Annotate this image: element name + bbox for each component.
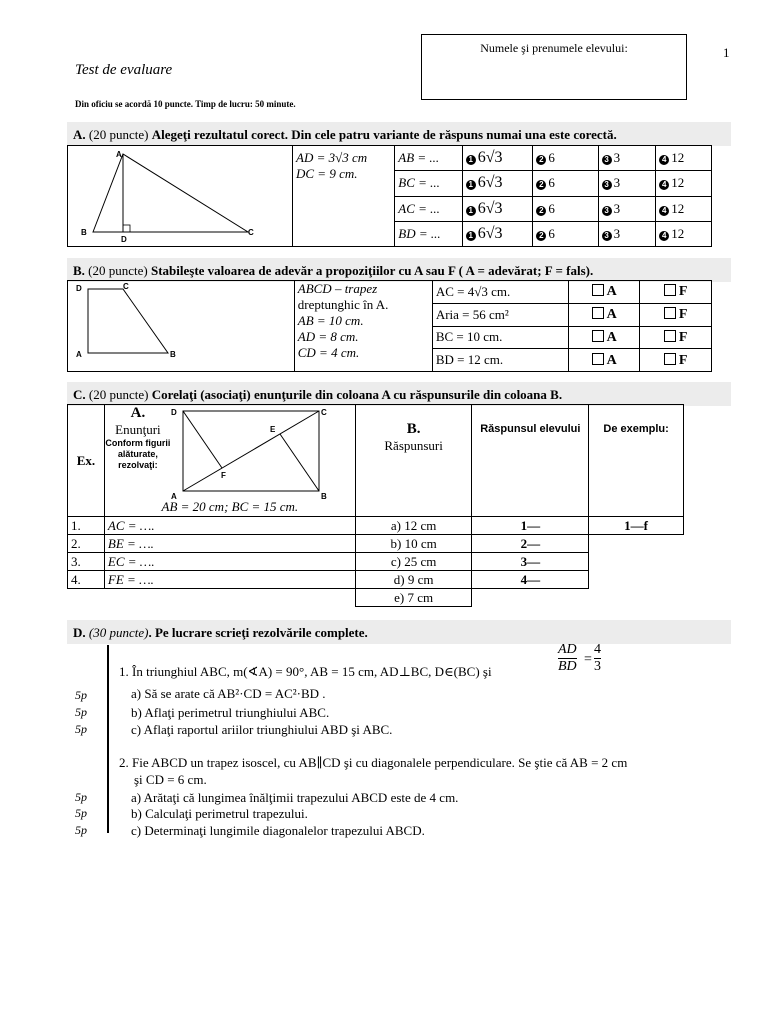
option-a4-4[interactable]: 4 12 [656, 221, 712, 246]
option-a1-2[interactable]: 2 6 [533, 146, 598, 171]
row-c3-num: 3. [68, 553, 105, 571]
exam-info: Din oficiu se acordă 10 puncte. Timp de lucru: 50 minute. [75, 99, 296, 109]
option-a4-2[interactable]: 2 6 [533, 221, 598, 246]
problem-2-intro: 2. Fie ABCD un trapez isoscel, cu AB∥CD şi cu diagonalele perpendiculare. Se ştie că AB = 2 cm [119, 755, 628, 770]
label-a: A [170, 492, 177, 501]
student-answer-2[interactable]: 2— [472, 535, 589, 553]
p2b-text: b) Calculaţi perimetrul trapezului. [131, 806, 308, 821]
p1a-text: a) Să se arate că AB²·CD = AC²·BD . [131, 686, 326, 701]
row-c3-q: EC = …. [104, 553, 355, 571]
label-b: B [170, 350, 176, 359]
option-a3-2[interactable]: 2 6 [533, 196, 598, 221]
label-f: F [220, 471, 226, 480]
rhs-denominator: 3 [594, 659, 601, 674]
section-a-heading: A. (20 puncte) Alegeţi rezultatul corect. Din cele patru variante de răspuns numai una este corectă. [73, 127, 617, 142]
statement-b3: BC = 10 cm. [432, 326, 568, 349]
false-box-b2[interactable]: F [640, 303, 712, 326]
col-a-title: Enunţuri [115, 422, 161, 437]
section-d-heading: D. (30 puncte). Pe lucrare scrieţi rezolvările complete. [73, 625, 368, 640]
given-b-2: AB = 10 cm. [297, 313, 364, 328]
false-box-b4[interactable]: F [640, 349, 712, 372]
row-c4-q: FE = …. [104, 571, 355, 589]
row-c1-q: AC = …. [104, 517, 355, 535]
section-b-figure-cell [68, 281, 295, 372]
true-box-b1[interactable]: A [568, 281, 640, 304]
true-box-b2[interactable]: A [568, 303, 640, 326]
option-a2-2[interactable]: 2 6 [533, 171, 598, 196]
statement-b1: AC = 4√3 cm. [432, 281, 568, 304]
section-d-margin-line [107, 645, 109, 833]
question-a3: AC = ... [395, 196, 462, 221]
section-a-givens [293, 146, 395, 247]
rectangle-figure [171, 405, 331, 501]
true-box-b4[interactable]: A [568, 349, 640, 372]
question-a1: AB = ... [395, 146, 462, 171]
col-b-header [355, 405, 472, 517]
col-b-letter: B. [406, 421, 421, 437]
section-c-heading: C. (20 puncte) Corelaţi (asociaţi) enunţurile din coloana A cu răspunsurile din coloana B. [73, 387, 563, 402]
option-a2-3[interactable]: 3 3 [598, 171, 656, 196]
option-a1-4[interactable]: 4 12 [656, 146, 712, 171]
label-d: D [121, 235, 127, 242]
student-name-box[interactable] [421, 34, 687, 100]
section-b-givens [294, 281, 432, 372]
label-c: C [123, 282, 129, 291]
col-a-sub: Conform figurii alăturate, rezolvaţi: [105, 438, 171, 470]
question-a2: BC = ... [395, 171, 462, 196]
answer-a: a) 12 cm [355, 517, 472, 535]
col-b-title: Răspunsuri [384, 438, 443, 453]
row-c4-num: 4. [68, 571, 105, 589]
answer-d: d) 9 cm [355, 571, 472, 589]
label-c: C [320, 408, 327, 417]
section-a-table [67, 145, 712, 247]
page-number: 1 [723, 45, 730, 60]
rhs-numerator: 4 [594, 642, 601, 657]
option-a1-1[interactable]: 1 6√3 [462, 146, 533, 171]
row-c2-num: 2. [68, 535, 105, 553]
option-a1-3[interactable]: 3 3 [598, 146, 656, 171]
true-box-b3[interactable]: A [568, 326, 640, 349]
label-a: A [76, 350, 82, 359]
example-answer: 1—f [589, 517, 684, 535]
answer-e: e) 7 cm [355, 589, 472, 607]
statement-b2: Aria = 56 cm² [432, 303, 568, 326]
triangle-figure [68, 146, 292, 242]
statement-b4: BD = 12 cm. [432, 349, 568, 372]
p1b-text: b) Aflaţi perimetrul triunghiului ABC. [131, 705, 330, 720]
option-a3-3[interactable]: 3 3 [598, 196, 656, 221]
problem-2-intro-2: şi CD = 6 cm. [134, 772, 207, 787]
given-b-1: dreptunghic în A. [297, 297, 389, 312]
col-a-header [104, 405, 355, 517]
label-d: D [76, 284, 82, 293]
row-c1-num: 1. [68, 517, 105, 535]
p1b-points: 5p [75, 705, 87, 719]
p2c-points: 5p [75, 823, 87, 837]
label-d: D [170, 408, 177, 417]
given-b-4: CD = 4 cm. [297, 345, 360, 360]
given-b-3: AD = 8 cm. [297, 329, 359, 344]
given-dc: DC = 9 cm. [296, 166, 358, 181]
p2a-text: a) Arătaţi că lungimea înălţimii trapezului ABCD este de 4 cm. [131, 790, 459, 805]
problem-1-intro: 1. În triunghiul ABC, m(∢A) = 90°, AB = 15 cm, AD⊥BC, D∈(BC) şi [119, 664, 492, 679]
col-ex-header: Ex. [68, 405, 105, 517]
equals-sign: = [584, 652, 592, 667]
option-a3-1[interactable]: 1 6√3 [462, 196, 533, 221]
col-student-header: Răspunsul elevului [472, 405, 589, 517]
trapezoid-figure [68, 281, 292, 367]
section-a-figure-cell [68, 146, 293, 247]
page-title: Test de evaluare [75, 62, 173, 78]
label-e: E [269, 425, 276, 434]
question-a4: BD = ... [395, 221, 462, 246]
answer-c: c) 25 cm [355, 553, 472, 571]
label-b: B [81, 228, 87, 237]
col-example-header: De exemplu: [589, 405, 684, 517]
p1-fraction-left [558, 642, 577, 675]
fraction-numerator: AD [558, 642, 577, 657]
col-a-letter: A. [130, 405, 146, 421]
label-a: A [116, 150, 122, 159]
label-c: C [248, 228, 254, 237]
section-b-table [67, 280, 712, 372]
option-a4-3[interactable]: 3 3 [598, 221, 656, 246]
p1c-text: c) Aflaţi raportul ariilor triunghiului ABD şi ABC. [131, 722, 393, 737]
fraction-denominator: BD [558, 659, 577, 674]
p2a-points: 5p [75, 790, 87, 804]
p2b-points: 5p [75, 806, 87, 820]
section-c-table [67, 404, 684, 607]
section-b-heading: B. (20 puncte) Stabileşte valoarea de adevăr a propoziţiilor cu A sau F ( A = adevărat; F = fals). [73, 263, 594, 278]
given-b-0: ABCD – trapez [297, 281, 378, 296]
option-a3-4[interactable]: 4 12 [656, 196, 712, 221]
given-ad: AD = 3√3 cm [296, 150, 368, 165]
p1-fraction-right [594, 642, 601, 675]
label-b: B [320, 492, 327, 501]
figure-caption: AB = 20 cm; BC = 15 cm. [161, 499, 299, 514]
name-box-label: Numele şi prenumele elevului: [480, 41, 628, 55]
row-c2-q: BE = …. [104, 535, 355, 553]
p2c-text: c) Determinaţi lungimile diagonalelor trapezului ABCD. [131, 823, 425, 838]
p1c-points: 5p [75, 722, 87, 736]
option-a4-1[interactable]: 1 6√3 [462, 221, 533, 246]
false-box-b3[interactable]: F [640, 326, 712, 349]
false-box-b1[interactable]: F [640, 281, 712, 304]
option-a2-1[interactable]: 1 6√3 [462, 171, 533, 196]
option-a2-4[interactable]: 4 12 [656, 171, 712, 196]
p1a-points: 5p [75, 688, 87, 702]
answer-b: b) 10 cm [355, 535, 472, 553]
student-answer-4[interactable]: 4— [472, 571, 589, 589]
student-answer-3[interactable]: 3— [472, 553, 589, 571]
student-answer-1[interactable]: 1— [472, 517, 589, 535]
